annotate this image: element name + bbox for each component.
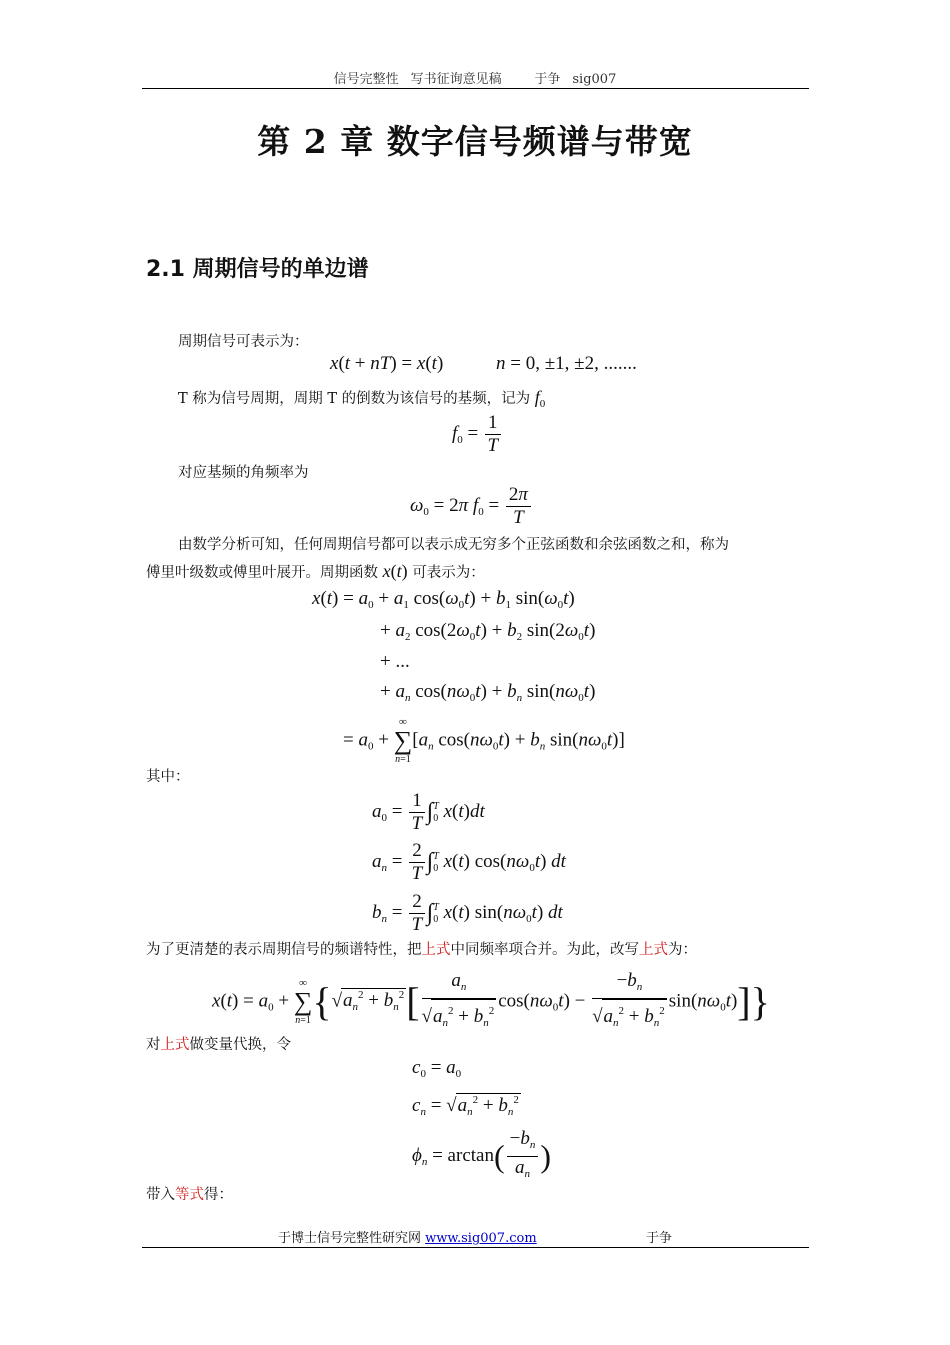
equation-combined: $x(t) = a_0$ + ∞ ∑ n=1 {$√a_n^2 + b_n^2$[ $\frac{a_n}{√a_n^2 + b_n^2}$ $\cos(n\omega_0t)$ − $\frac{-b_n}{√a_n^2 + b_n^2}$ $\sin(n\omega_0t)$]} bbox=[212, 970, 770, 1034]
equation-fourier-2: + $a_2$ $\cos(2\omega_0t) + b_2$ $\sin(2\omega_0t)$ bbox=[380, 620, 596, 643]
equation-an: $a_n$ = $\frac{2}{T}$ ∫ T 0 x(t) $\cos(n\omega_0t)$ dt bbox=[372, 840, 566, 884]
section-title: 2.1 周期信号的单边谱 bbox=[146, 257, 369, 282]
equation-fourier-sum: = $a_0$ + ∞ ∑ n=1 [$a_n$ $\cos(n\omega_0t) + b_n$ $\sin(n\omega_0t)$] bbox=[343, 716, 625, 765]
footer-rule bbox=[142, 1247, 809, 1248]
cross-reference[interactable]: 等式 bbox=[175, 1187, 204, 1203]
equation-omega0: $\omega_0 = 2\pi$ $f_0$ = $\frac{2\pi}{T}$ bbox=[410, 484, 533, 529]
paragraph: 由数学分析可知，任何周期信号都可以表示成无穷多个正弦函数和余弦函数之和，称为 bbox=[178, 537, 729, 553]
equation-phin: $\phi_n = \arctan$( $\frac{-b_n}{a_n}$ ) bbox=[412, 1128, 551, 1180]
header-status: 写书征询意见稿 bbox=[410, 72, 502, 87]
header-book: 信号完整性 bbox=[333, 72, 399, 87]
equation-fourier-4: + $a_n$ $\cos(n\omega_0t) + b_n$ $\sin(n\omega_0t)$ bbox=[380, 681, 596, 704]
paragraph: 对上式做变量代换，令 bbox=[146, 1037, 291, 1053]
equation-fourier-1: $x(t) = a_0 + a_1$ $\cos(\omega_0t) + b_1$ $\sin(\omega_0t)$ bbox=[312, 588, 575, 611]
chapter-title: 第 2 章 数字信号频谱与带宽 bbox=[257, 122, 693, 161]
footer-link[interactable]: www.sig007.com bbox=[425, 1231, 537, 1246]
equation-cn: $c_n = √a_n^2 + b_n^2$ bbox=[412, 1094, 519, 1118]
paragraph: 其中： bbox=[146, 769, 190, 785]
footer-author: 于争 bbox=[646, 1231, 673, 1246]
header-author: 于争 bbox=[534, 72, 561, 87]
cross-reference[interactable]: 上式 bbox=[160, 1037, 190, 1053]
equation-f0: $f_0$ = $\frac{1}{T}$ bbox=[452, 412, 503, 457]
cross-reference[interactable]: 上式 bbox=[639, 942, 668, 958]
equation-fourier-3: + ... bbox=[380, 651, 410, 672]
header-site: sig007 bbox=[572, 72, 617, 87]
paragraph: 为了更清楚的表示周期信号的频谱特性，把上式中同频率项合并。为此，改写上式为： bbox=[146, 942, 697, 958]
running-header bbox=[0, 68, 950, 87]
equation-a0: $a_0$ = $\frac{1}{T}$ ∫ T 0 x(t)dt bbox=[372, 790, 485, 834]
equation-c0: $c_0 = a_0$ bbox=[412, 1057, 462, 1080]
paragraph: 带入等式得： bbox=[146, 1187, 233, 1203]
header-rule bbox=[142, 88, 809, 89]
paragraph: 傅里叶级数或傅里叶展开。周期函数 x(t) 可表示为： bbox=[146, 561, 485, 581]
footer-text: 于博士信号完整性研究网 www.sig007.com bbox=[278, 1231, 537, 1246]
paragraph: 周期信号可表示为： bbox=[178, 334, 309, 350]
paragraph: T 称为信号周期，周期 T 的倒数为该信号的基频，记为 $f_0$ bbox=[178, 387, 546, 410]
cross-reference[interactable]: 上式 bbox=[421, 942, 451, 958]
equation-bn: $b_n$ = $\frac{2}{T}$ ∫ T 0 x(t) $\sin(n\omega_0t)$ dt bbox=[372, 891, 563, 935]
paragraph: 对应基频的角频率为 bbox=[178, 465, 309, 481]
equation-periodic: x(t + nT) = x(t) n = 0, ±1, ±2, ....... bbox=[330, 353, 637, 374]
